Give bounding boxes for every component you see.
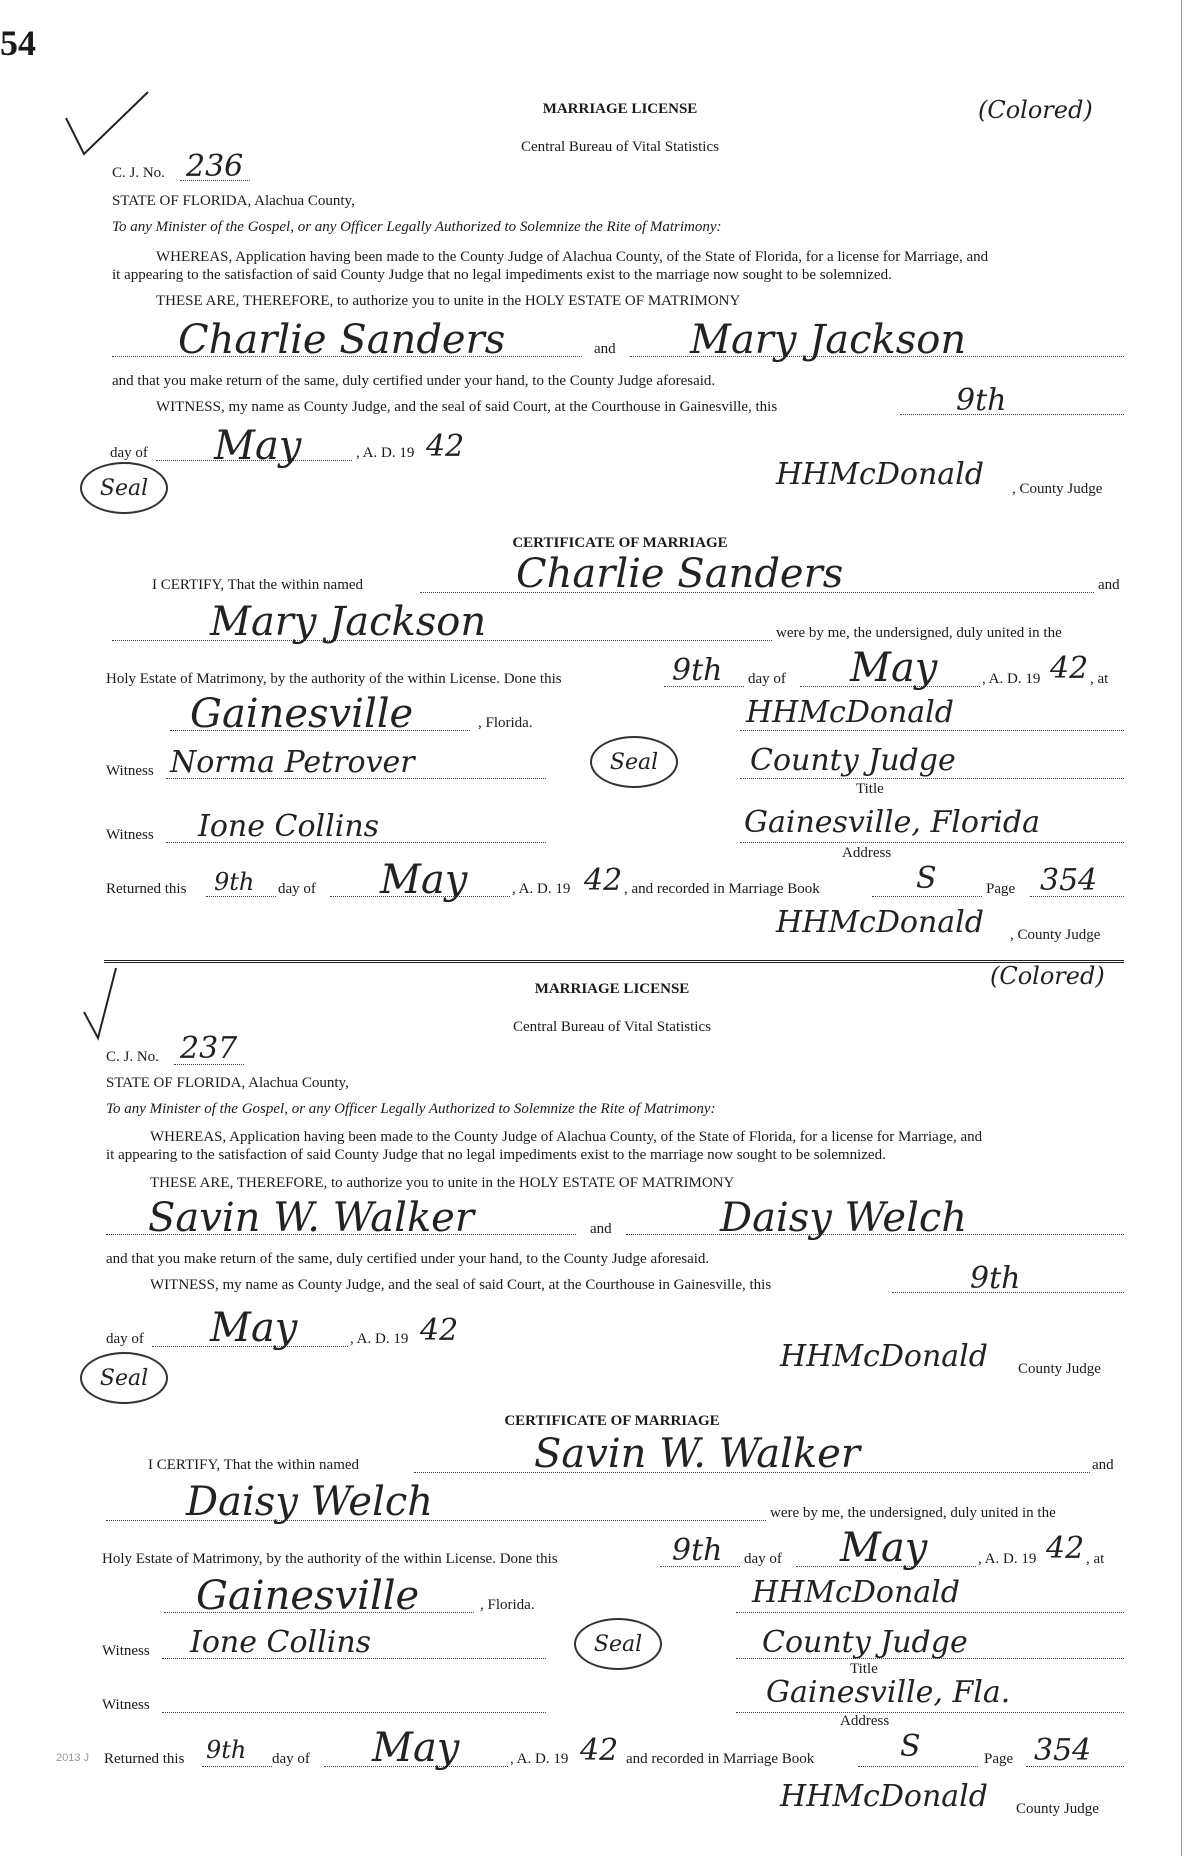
- cj-label: C. J. No.: [112, 165, 165, 181]
- cert-groom-name-2: Savin W. Walker: [534, 1431, 860, 1477]
- witness-1-label-2: Witness: [102, 1643, 150, 1659]
- groom-name-2: Savin W. Walker: [148, 1195, 474, 1241]
- return-line: and that you make return of the same, duly certified under your hand, to the County Judge aforesaid.: [112, 373, 716, 389]
- final-county-judge-2: County Judge: [1016, 1801, 1099, 1817]
- judge-signature-2: HHMcDonald: [780, 1339, 988, 1374]
- day-of-label: day of: [110, 445, 148, 461]
- returned-day-of: day of: [278, 881, 316, 897]
- final-county-judge: , County Judge: [1010, 927, 1101, 943]
- at-label-2: , at: [1086, 1551, 1105, 1567]
- county-judge-label: , County Judge: [1012, 481, 1103, 497]
- license-year: 42: [426, 429, 465, 464]
- state-line-2: STATE OF FLORIDA, Alachua County,: [106, 1075, 349, 1091]
- county-judge-label-2: County Judge: [1018, 1361, 1101, 1377]
- cj-label-2: C. J. No.: [106, 1049, 159, 1065]
- cj-number: 236: [186, 149, 244, 184]
- book-letter-2: S: [900, 1729, 921, 1764]
- cert-city: Gainesville: [190, 691, 414, 737]
- record-divider: [104, 960, 1124, 963]
- witness-1-label: Witness: [106, 763, 154, 779]
- cert-ad-2: , A. D. 19: [978, 1551, 1037, 1567]
- cert-bride-name: Mary Jackson: [210, 599, 487, 645]
- address-label-2: Address: [840, 1713, 890, 1729]
- recorded-label: , and recorded in Marriage Book: [624, 881, 820, 897]
- witness-line-2: WITNESS, my name as County Judge, and the seal of said Court, at the Courthouse in Gainesville, this: [150, 1277, 772, 1293]
- court-seal-2: Seal: [80, 1352, 168, 1404]
- page-no-2: 354: [1034, 1733, 1092, 1768]
- check-mark-icon: [76, 962, 136, 1042]
- book-letter: S: [916, 861, 937, 896]
- witness-2-label-2: Witness: [102, 1697, 150, 1713]
- court-seal: Seal: [80, 462, 168, 514]
- therefore-line-2: THESE ARE, THEREFORE, to authorize you to unite in the HOLY ESTATE OF MATRIMONY: [150, 1175, 735, 1191]
- final-signature-2: HHMcDonald: [780, 1779, 988, 1814]
- officiant-signature-2: HHMcDonald: [752, 1575, 960, 1610]
- returned-day-of-2: day of: [272, 1751, 310, 1767]
- therefore-line: THESE ARE, THEREFORE, to authorize you to unite in the HOLY ESTATE OF MATRIMONY: [156, 293, 741, 309]
- footer-mark: 2013 J: [56, 1752, 90, 1764]
- returned-day-2: 9th: [206, 1736, 247, 1764]
- cert-and-label: and: [1098, 577, 1120, 593]
- whereas-line-2-2: it appearing to the satisfaction of said County Judge that no legal impediments exist to the marriage now sought to be solemnized.: [106, 1147, 886, 1163]
- license-month: May: [214, 423, 302, 469]
- returned-ad-2: , A. D. 19: [510, 1751, 569, 1767]
- officiant-seal: Seal: [590, 736, 678, 788]
- officiant-address: Gainesville, Florida: [744, 805, 1040, 840]
- state-line: STATE OF FLORIDA, Alachua County,: [112, 193, 355, 209]
- bureau-line-2: Central Bureau of Vital Statistics: [513, 1019, 711, 1035]
- certificate-title: CERTIFICATE OF MARRIAGE: [512, 535, 728, 551]
- cert-year: 42: [1050, 651, 1089, 686]
- bride-name: Mary Jackson: [690, 317, 967, 363]
- returned-label: Returned this: [106, 881, 187, 897]
- license-title-2: MARRIAGE LICENSE: [534, 981, 690, 997]
- colored-annotation-2: (Colored): [990, 962, 1105, 990]
- colored-annotation: (Colored): [978, 96, 1093, 124]
- cert-day-2: 9th: [672, 1533, 723, 1568]
- cj-number-2: 237: [180, 1031, 238, 1066]
- page-no: 354: [1040, 863, 1098, 898]
- return-line-2: and that you make return of the same, duly certified under your hand, to the County Judge aforesaid.: [106, 1251, 710, 1267]
- certify-label: I CERTIFY, That the within named: [152, 577, 364, 593]
- title-label-2: Title: [850, 1661, 878, 1677]
- witness-1-name: Norma Petrover: [170, 745, 415, 780]
- address-line: To any Minister of the Gospel, or any Officer Legally Authorized to Solemnize the Rite of Matrimony:: [112, 219, 722, 235]
- cert-and-label-2: and: [1092, 1457, 1114, 1473]
- florida-label: , Florida.: [478, 715, 533, 731]
- day-of-label-2: day of: [106, 1331, 144, 1347]
- cert-year-2: 42: [1046, 1531, 1085, 1566]
- bureau-line: Central Bureau of Vital Statistics: [521, 139, 719, 155]
- officiant-seal-2: Seal: [574, 1618, 662, 1670]
- license-year-2: 42: [420, 1313, 459, 1348]
- cert-day: 9th: [672, 653, 723, 688]
- officiant-title-2: County Judge: [762, 1625, 968, 1660]
- cert-day-of-2: day of: [744, 1551, 782, 1567]
- returned-month: May: [380, 857, 468, 903]
- and-label-2: and: [590, 1221, 612, 1237]
- cert-month-2: May: [840, 1525, 928, 1571]
- certify-label-2: I CERTIFY, That the within named: [148, 1457, 360, 1473]
- whereas-line-1-2: WHEREAS, Application having been made to the County Judge of Alachua County, of the State of Florida, for a license for Marriage, and: [150, 1129, 983, 1145]
- and-label: and: [594, 341, 616, 357]
- officiant-signature: HHMcDonald: [746, 695, 954, 730]
- cert-ad: , A. D. 19: [982, 671, 1041, 687]
- united-label-2: were by me, the undersigned, duly united in the: [770, 1505, 1056, 1521]
- cert-bride-name-2: Daisy Welch: [186, 1479, 434, 1525]
- returned-year: 42: [584, 863, 623, 898]
- returned-year-2: 42: [580, 1733, 619, 1768]
- witness-2-name: Ione Collins: [198, 809, 380, 844]
- returned-month-2: May: [372, 1725, 460, 1771]
- holy-estate-label-2: Holy Estate of Matrimony, by the authority of the within License. Done this: [102, 1551, 558, 1567]
- title-label: Title: [856, 781, 884, 797]
- address-label: Address: [842, 845, 892, 861]
- final-signature: HHMcDonald: [776, 905, 984, 940]
- page-edge-line: [1181, 0, 1182, 1856]
- license-title: MARRIAGE LICENSE: [542, 101, 698, 117]
- witness-2-label: Witness: [106, 827, 154, 843]
- page-number: 54: [0, 23, 36, 63]
- returned-ad: , A. D. 19: [512, 881, 571, 897]
- whereas-line-1: WHEREAS, Application having been made to the County Judge of Alachua County, of the State of Florida, for a license for Marriage, and: [156, 249, 989, 265]
- returned-label-2: Returned this: [104, 1751, 185, 1767]
- recorded-label-2: and recorded in Marriage Book: [626, 1751, 815, 1767]
- address-line-2: To any Minister of the Gospel, or any Officer Legally Authorized to Solemnize the Rite of Matrimony:: [106, 1101, 716, 1117]
- cert-city-2: Gainesville: [196, 1573, 420, 1619]
- officiant-title: County Judge: [750, 743, 956, 778]
- license-day-2: 9th: [970, 1261, 1021, 1296]
- certificate-title-2: CERTIFICATE OF MARRIAGE: [504, 1413, 720, 1429]
- license-month-2: May: [210, 1305, 298, 1351]
- license-day: 9th: [956, 383, 1007, 418]
- witness-1-name-2: Ione Collins: [190, 1625, 372, 1660]
- page-label-2: Page: [984, 1751, 1014, 1767]
- florida-label-2: , Florida.: [480, 1597, 535, 1613]
- cert-month: May: [850, 645, 938, 691]
- united-label: were by me, the undersigned, duly united in the: [776, 625, 1062, 641]
- judge-signature: HHMcDonald: [776, 457, 984, 492]
- returned-day: 9th: [214, 868, 255, 896]
- cert-groom-name: Charlie Sanders: [516, 551, 844, 597]
- ad-label: , A. D. 19: [356, 445, 415, 461]
- witness-line: WITNESS, my name as County Judge, and the seal of said Court, at the Courthouse in Gainesville, this: [156, 399, 778, 415]
- at-label: , at: [1090, 671, 1109, 687]
- cert-day-of: day of: [748, 671, 786, 687]
- whereas-line-2: it appearing to the satisfaction of said County Judge that no legal impediments exist to the marriage now sought to be solemnized.: [112, 267, 892, 283]
- page-label: Page: [986, 881, 1016, 897]
- ad-label-2: , A. D. 19: [350, 1331, 409, 1347]
- bride-name-2: Daisy Welch: [720, 1195, 968, 1241]
- groom-name: Charlie Sanders: [178, 317, 506, 363]
- holy-estate-label: Holy Estate of Matrimony, by the authority of the within License. Done this: [106, 671, 562, 687]
- officiant-address-2: Gainesville, Fla.: [766, 1675, 1011, 1710]
- check-mark-icon: [56, 88, 156, 158]
